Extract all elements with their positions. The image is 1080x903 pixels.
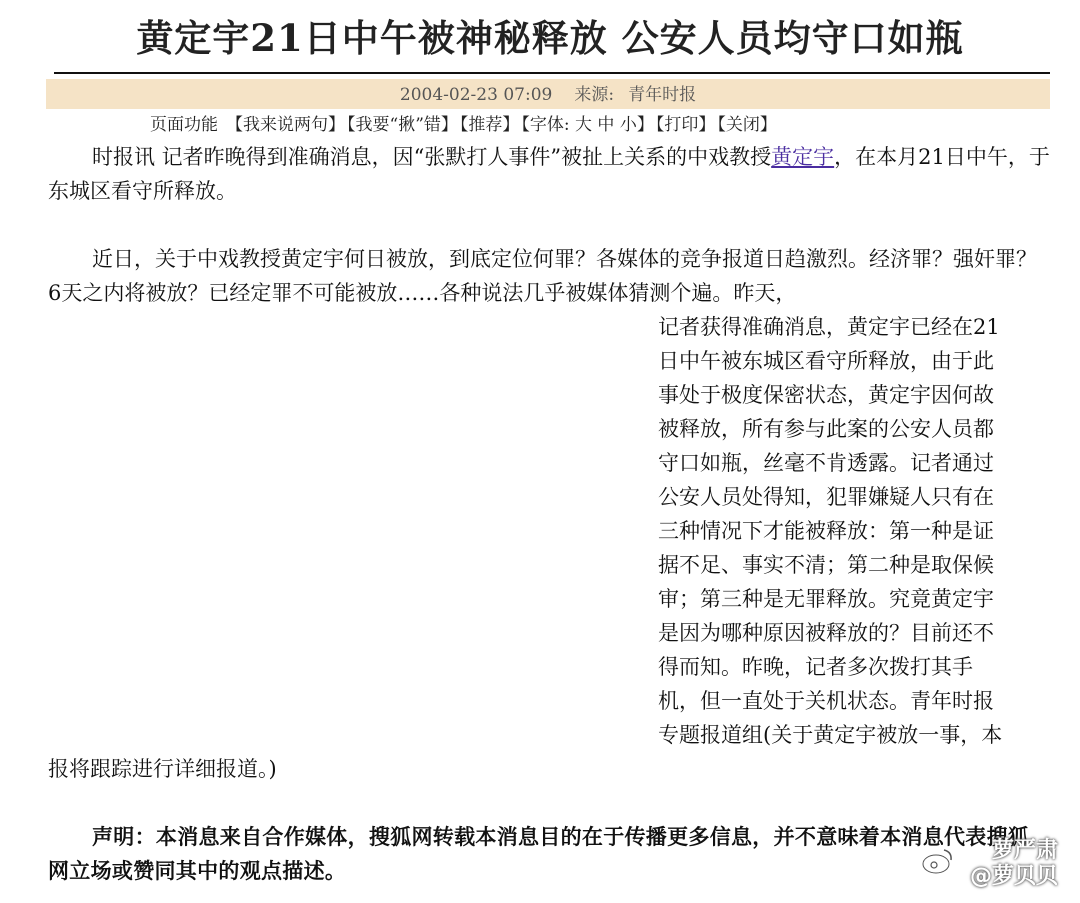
- article-datetime: 2004-02-23 07:09: [399, 85, 553, 105]
- watermark-line-2: @萝贝贝: [969, 864, 1058, 889]
- paragraph-1-text-a: 时报讯 记者昨晚得到准确消息，因“张默打人事件”被扯上关系的中戏教授: [92, 145, 772, 169]
- weibo-logo-icon: [920, 846, 956, 876]
- paragraph-1: [48, 140, 1050, 208]
- font-size-control[interactable]: 【字体: 大 中 小】: [521, 115, 654, 135]
- side-line: 专题报道组(关于黄定宇被放一事，本: [658, 723, 1003, 747]
- page-functions-bar: [150, 112, 777, 138]
- article-body: [48, 140, 1050, 888]
- print-link[interactable]: 【打印】: [655, 115, 716, 135]
- disclaimer: 声明：本消息来自合作媒体，搜狐网转载本消息目的在于传播更多信息，并不意味着本消息代表搜狐网立场或赞同其中的观点描述。: [48, 824, 1030, 883]
- report-error-link[interactable]: 【我要“揪”错】: [347, 115, 458, 135]
- side-line: 三种情况下才能被释放：第一种是证: [658, 519, 994, 543]
- comment-link[interactable]: 【我来说两句】: [226, 115, 345, 135]
- paragraph-2-tail: 报将跟踪进行详细报道。): [48, 757, 277, 781]
- paragraph-2: 近日，关于中戏教授黄定宇何日被放，到底定位何罪？各媒体的竞争报道日趋激烈。经济罪？强奸罪？6天之内将被放？已经定罪不可能被放……各种说法几乎被媒体猜测个遍。昨天，: [48, 247, 1037, 305]
- side-line: 得而知。昨晚，记者多次拨打其手: [658, 655, 973, 679]
- paragraph-2-side-column: [48, 310, 1050, 752]
- paragraph-1-text-b: ，在本月21日中午，于东城区看守所释放。: [48, 145, 1050, 203]
- side-line: 审；第三种是无罪释放。究竟黄定宇: [658, 587, 994, 611]
- side-line: 日中午被东城区看守所释放，由于此: [658, 349, 994, 373]
- side-line: 守口如瓶，丝毫不肯透露。记者通过: [658, 451, 994, 475]
- side-line: 被释放，所有参与此案的公安人员都: [658, 417, 994, 441]
- side-line: 事处于极度保密状态，黄定宇因何故: [658, 383, 994, 407]
- source-name: 青年时报: [628, 85, 697, 105]
- recommend-link[interactable]: 【推荐】: [459, 115, 520, 135]
- side-line: 记者获得准确消息，黄定宇已经在21: [658, 315, 1000, 339]
- article-meta-bar: [46, 79, 1050, 109]
- watermark-line-1: 萝严肃: [991, 838, 1058, 863]
- article-title: 黄定宇21日中午被神秘释放 公安人员均守口如瓶: [136, 16, 964, 60]
- side-line: 机，但一直处于关机状态。青年时报: [658, 689, 994, 713]
- person-link[interactable]: 黄定宇: [771, 145, 835, 169]
- page-functions-label: 页面功能: [150, 115, 218, 135]
- side-line: 是因为哪种原因被释放的？目前还不: [658, 621, 994, 645]
- source-label: 来源:: [574, 85, 615, 105]
- close-link[interactable]: 【关闭】: [717, 115, 777, 135]
- side-line: 公安人员处得知，犯罪嫌疑人只有在: [658, 485, 994, 509]
- watermark: [970, 838, 1058, 890]
- title-divider: [54, 72, 1050, 74]
- side-line: 据不足、事实不清；第二种是取保候: [658, 553, 994, 577]
